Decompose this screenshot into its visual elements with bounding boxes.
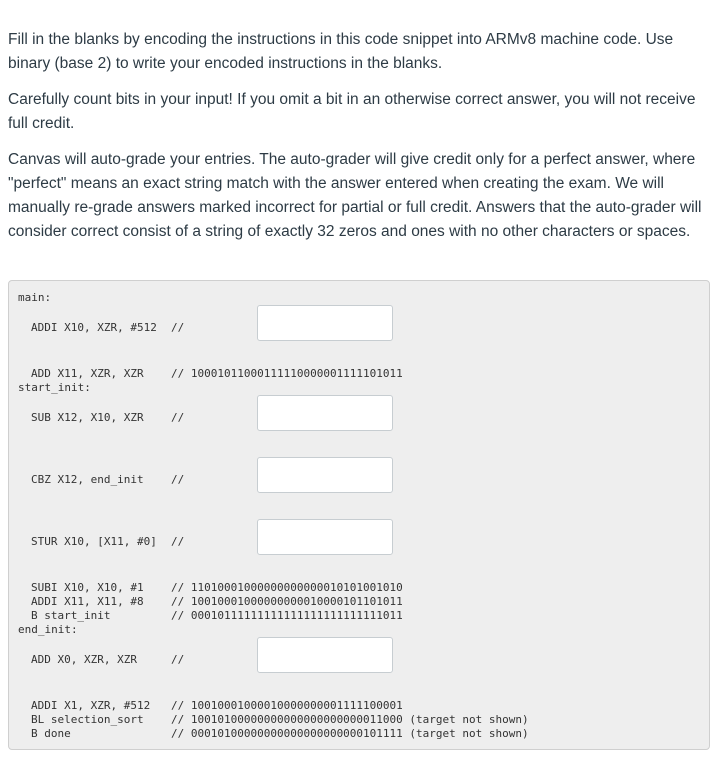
instr-add-x0: ADD X0, XZR, XZR (31, 653, 137, 666)
answer-input-sub-x12[interactable] (257, 395, 393, 431)
label-end-init: end_init: (18, 623, 78, 636)
instr-addi-x10: ADDI X10, XZR, #512 (31, 321, 157, 334)
instr-subi-x10: SUBI X10, X10, #1 (31, 581, 144, 594)
comment-subi-x10: // 11010001000000000000010101001010 (171, 581, 403, 594)
answer-input-stur-x10[interactable] (257, 519, 393, 555)
comment-b-start-init: // 00010111111111111111111111111011 (171, 609, 403, 622)
instr-b-start-init: B start_init (31, 609, 111, 622)
comment-add-x0: // (171, 653, 185, 666)
answer-input-cbz-x12[interactable] (257, 457, 393, 493)
instruction-paragraph-1: Fill in the blanks by encoding the instructions in this code snippet into ARMv8 machine code. Use binary (base 2) to write your encoded instructions in the blanks. (8, 31, 674, 72)
label-main: main: (18, 291, 52, 304)
instr-b-done: B done (31, 727, 71, 740)
comment-b-done: // 00010100000000000000000000101111 (target not shown) (171, 727, 529, 740)
comment-addi-x11: // 10010001000000000010000101101011 (171, 595, 403, 608)
comment-bl-selection-sort: // 10010100000000000000000000011000 (target not shown) (171, 713, 529, 726)
answer-input-add-x0[interactable] (257, 637, 393, 673)
instr-addi-x1: ADDI X1, XZR, #512 (31, 699, 151, 712)
instruction-paragraph-2: Carefully count bits in your input! If you omit a bit in an otherwise correct answer, you will not receive full credit. (8, 91, 696, 132)
instr-bl-selection-sort: BL selection_sort (31, 713, 144, 726)
comment-addi-x10: // (171, 321, 185, 334)
code-snippet (8, 280, 710, 750)
answer-input-addi-x10[interactable] (257, 305, 393, 341)
instr-stur-x10: STUR X10, [X11, #0] (31, 535, 157, 548)
comment-addi-x1: // 10010001000010000000001111100001 (171, 699, 403, 712)
comment-cbz-x12: // (171, 473, 185, 486)
label-start-init: start_init: (18, 381, 91, 394)
instr-addi-x11: ADDI X11, X11, #8 (31, 595, 144, 608)
instr-add-x11: ADD X11, XZR, XZR (31, 367, 144, 380)
comment-add-x11: // 10001011000111110000001111101011 (171, 367, 403, 380)
instr-cbz-x12: CBZ X12, end_init (31, 473, 144, 486)
instruction-paragraph-3: Canvas will auto-grade your entries. The auto-grader will give credit only for a perfect answer, where "perfect" means an exact string match with the answer entered when creating the exam. We will manually re-grade answers marked incorrect for partial or full credit. Answers that the auto-grader will consider correct consist of a string of exactly 32 zeros and ones with no other characters or spaces. (8, 151, 702, 240)
comment-stur-x10: // (171, 535, 185, 548)
comment-sub-x12: // (171, 411, 185, 424)
instr-sub-x12: SUB X12, X10, XZR (31, 411, 144, 424)
